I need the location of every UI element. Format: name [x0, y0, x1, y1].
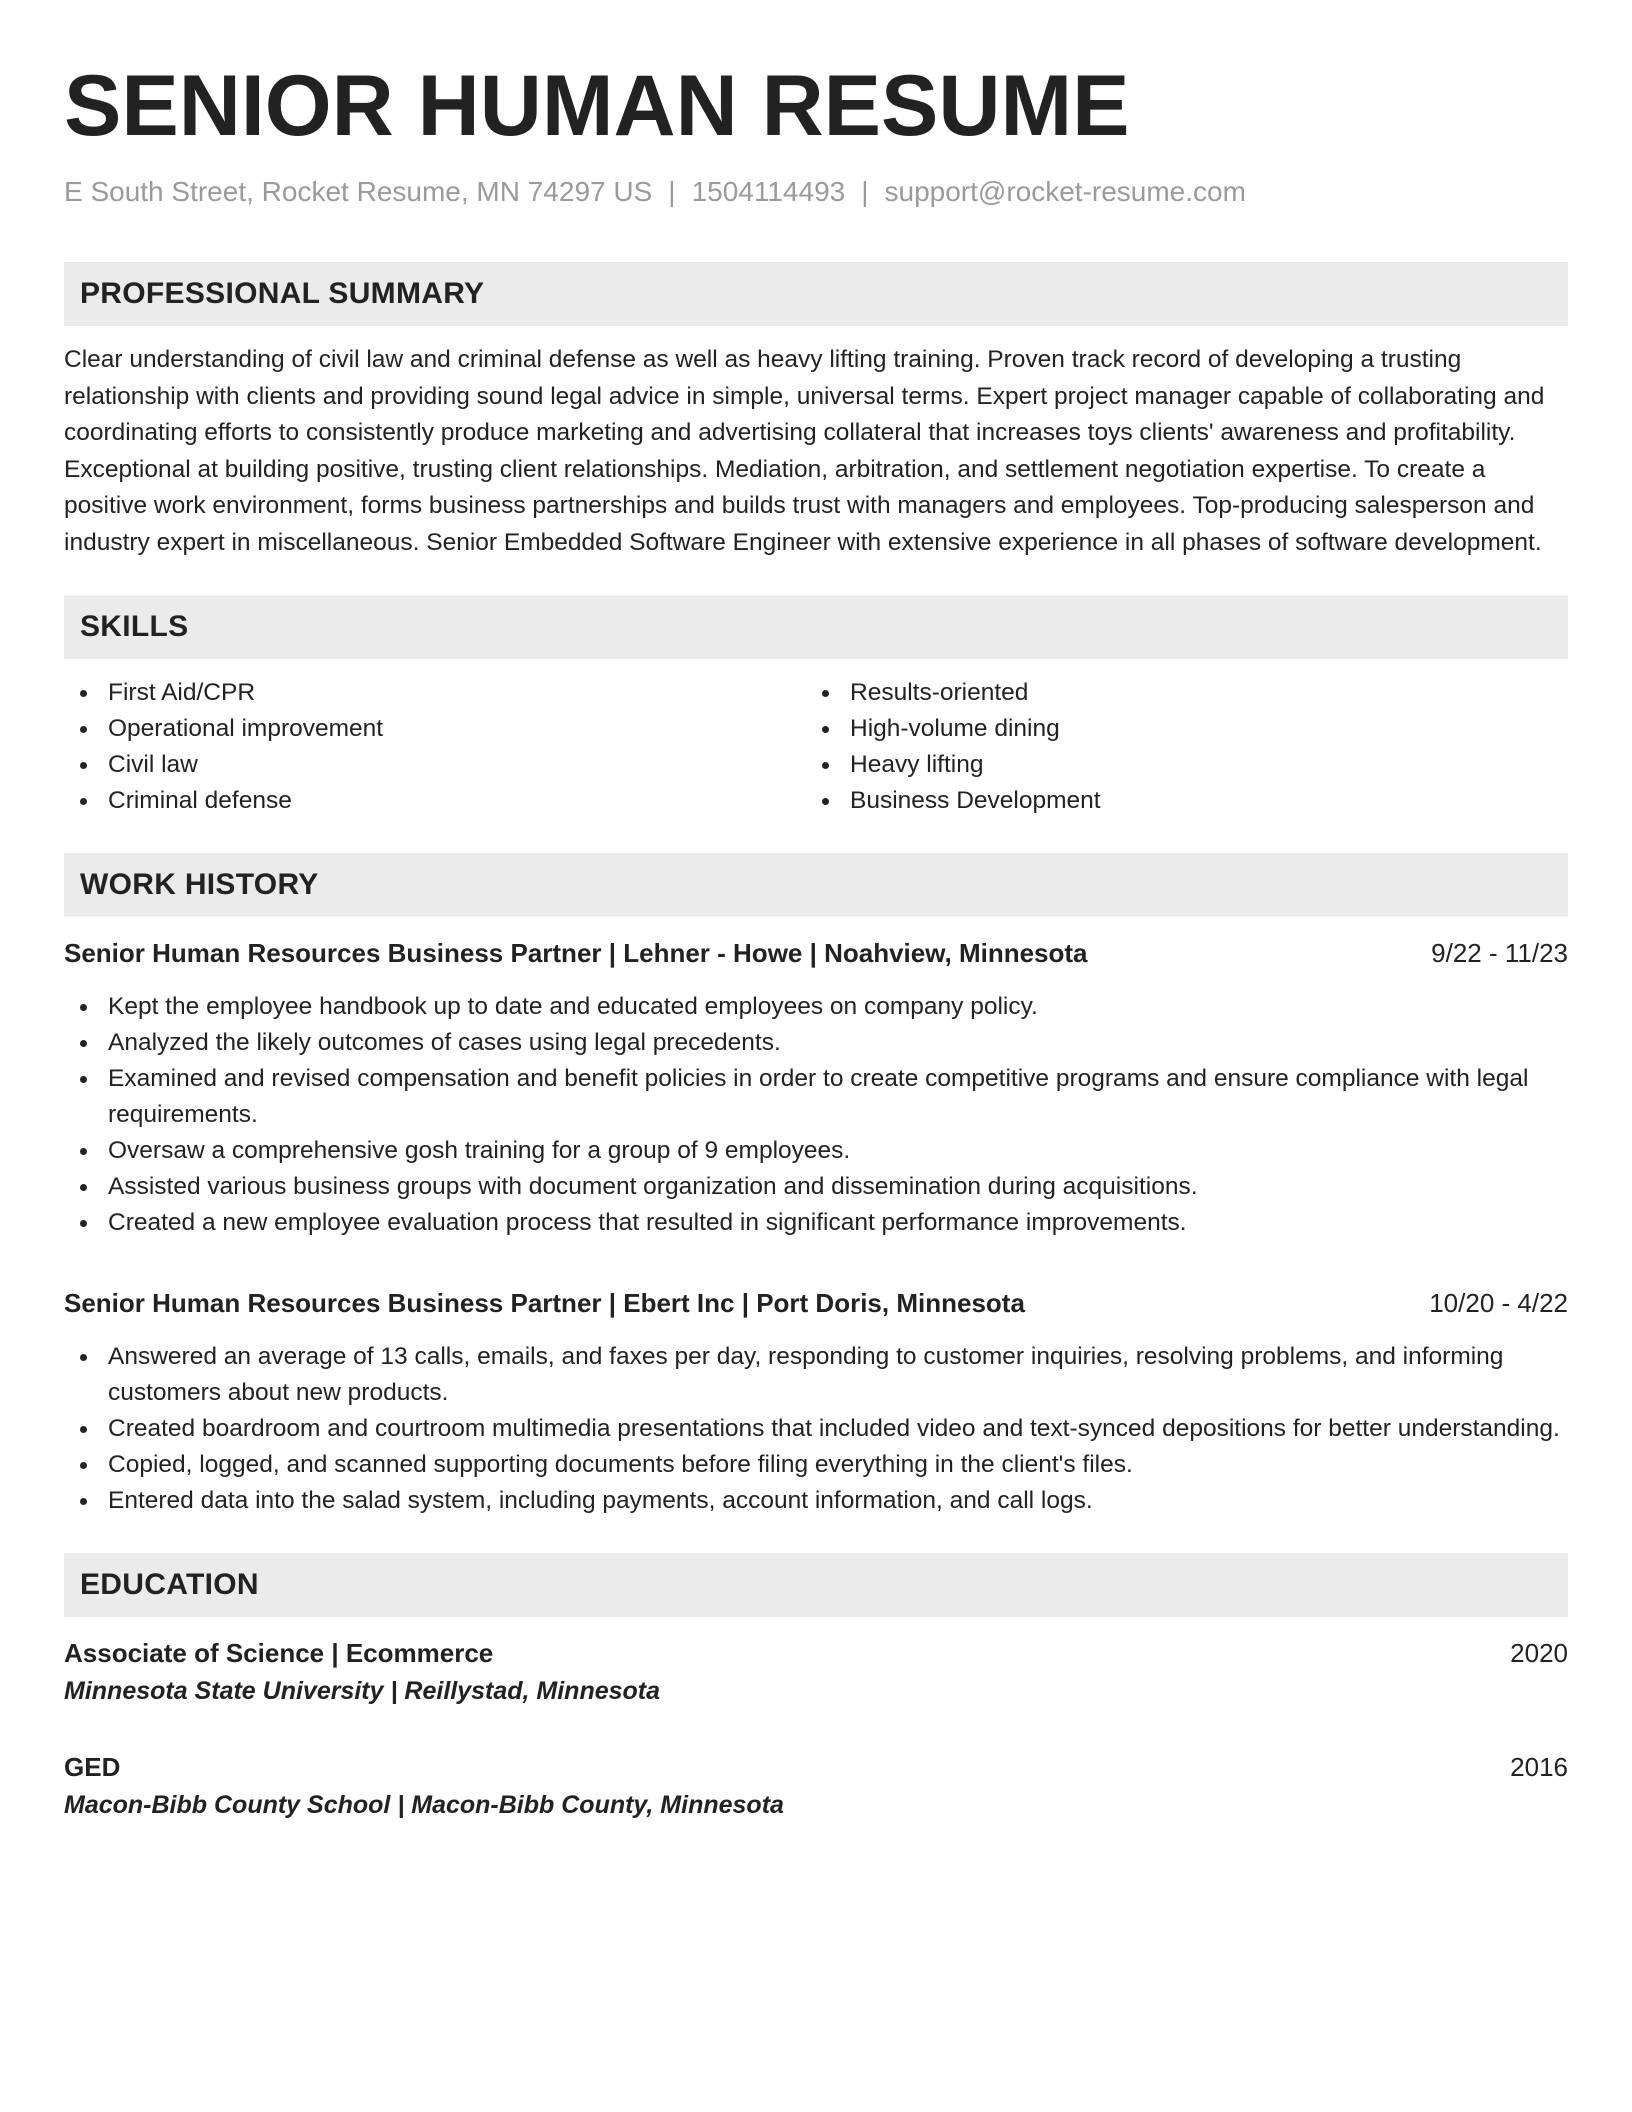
skill-item: Heavy lifting [806, 747, 1548, 783]
education-degree: Associate of Science | Ecommerce [64, 1638, 494, 1668]
job-bullets [64, 989, 1568, 1241]
resume-name: SENIOR HUMAN RESUME [64, 58, 1130, 154]
education-year: 2016 [1510, 1752, 1568, 1782]
job-title: Senior Human Resources Business Partner | Lehner - Howe | Noahview, Minnesota [64, 938, 1088, 968]
job-bullet: Answered an average of 13 calls, emails, and faxes per day, responding to customer inquiries, resolving problems, and informing customers about new products. [64, 1339, 1568, 1411]
summary-heading: PROFESSIONAL SUMMARY [64, 262, 1568, 326]
education-school: Macon-Bibb County School | Macon-Bibb County, Minnesota [64, 1791, 784, 1819]
skill-item: Civil law [64, 747, 806, 783]
job-bullet: Analyzed the likely outcomes of cases using legal precedents. [64, 1025, 1568, 1061]
skills-column-right [806, 675, 1548, 819]
skill-item: Business Development [806, 783, 1548, 819]
contact-email: support@rocket-resume.com [884, 176, 1246, 207]
job-dates: 10/20 - 4/22 [1429, 1288, 1568, 1318]
contact-separator: | [668, 176, 676, 207]
skills-heading: SKILLS [64, 595, 1568, 659]
education-year: 2020 [1510, 1638, 1568, 1668]
job-bullet: Examined and revised compensation and benefit policies in order to create competitive programs and ensure compliance with legal requirements. [64, 1061, 1568, 1133]
job-header [64, 935, 1568, 971]
job-bullet: Entered data into the salad system, including payments, account information, and call logs. [64, 1483, 1568, 1519]
job-bullet: Oversaw a comprehensive gosh training for a group of 9 employees. [64, 1133, 1568, 1169]
job-bullets [64, 1339, 1568, 1519]
contact-line [64, 172, 1568, 212]
skills-column-left [64, 675, 806, 819]
skills-list [64, 675, 1568, 819]
contact-phone: 1504114493 [691, 176, 846, 207]
job-entry [64, 1285, 1568, 1519]
skill-item: Criminal defense [64, 783, 806, 819]
skill-item: High-volume dining [806, 711, 1548, 747]
job-bullet: Assisted various business groups with document organization and dissemination during acquisitions. [64, 1169, 1568, 1205]
education-header [64, 1635, 1568, 1671]
job-header [64, 1285, 1568, 1321]
job-bullet: Copied, logged, and scanned supporting documents before filing everything in the client's files. [64, 1447, 1568, 1483]
job-bullet: Created a new employee evaluation process that resulted in significant performance improvements. [64, 1205, 1568, 1241]
skill-item: Results-oriented [806, 675, 1548, 711]
skill-item: Operational improvement [64, 711, 806, 747]
job-entry [64, 935, 1568, 1241]
summary-text: Clear understanding of civil law and criminal defense as well as heavy lifting training. Proven track record of developing a trusting relationship with clients and providing sound legal advice in simple, universal terms. Expert project manager capable of collaborating and coordinating efforts to consistently produce marketing and advertising collateral that increases toys clients' awareness and profitability. Exceptional at building positive, trusting client relationships. Mediation, arbitration, and settlement negotiation expertise. To create a positive work environment, forms business partnerships and builds trust with managers and employees. Top-producing salesperson and industry expert in miscellaneous. Senior Embedded Software Engineer with extensive experience in all phases of software development. [64, 346, 1545, 556]
job-title: Senior Human Resources Business Partner | Ebert Inc | Port Doris, Minnesota [64, 1288, 1025, 1318]
skill-item: First Aid/CPR [64, 675, 806, 711]
education-heading: EDUCATION [64, 1553, 1568, 1617]
job-bullet: Created boardroom and courtroom multimedia presentations that included video and text-synced depositions for better understanding. [64, 1411, 1568, 1447]
education-entry [64, 1635, 1568, 1711]
work-heading: WORK HISTORY [64, 853, 1568, 917]
education-degree: GED [64, 1752, 121, 1782]
education-entry [64, 1749, 1568, 1825]
contact-address: E South Street, Rocket Resume, MN 74297 US [64, 176, 653, 207]
education-school: Minnesota State University | Reillystad, Minnesota [64, 1677, 661, 1705]
contact-separator: | [861, 176, 869, 207]
education-header [64, 1749, 1568, 1785]
job-bullet: Kept the employee handbook up to date and educated employees on company policy. [64, 989, 1568, 1025]
job-dates: 9/22 - 11/23 [1431, 938, 1568, 968]
